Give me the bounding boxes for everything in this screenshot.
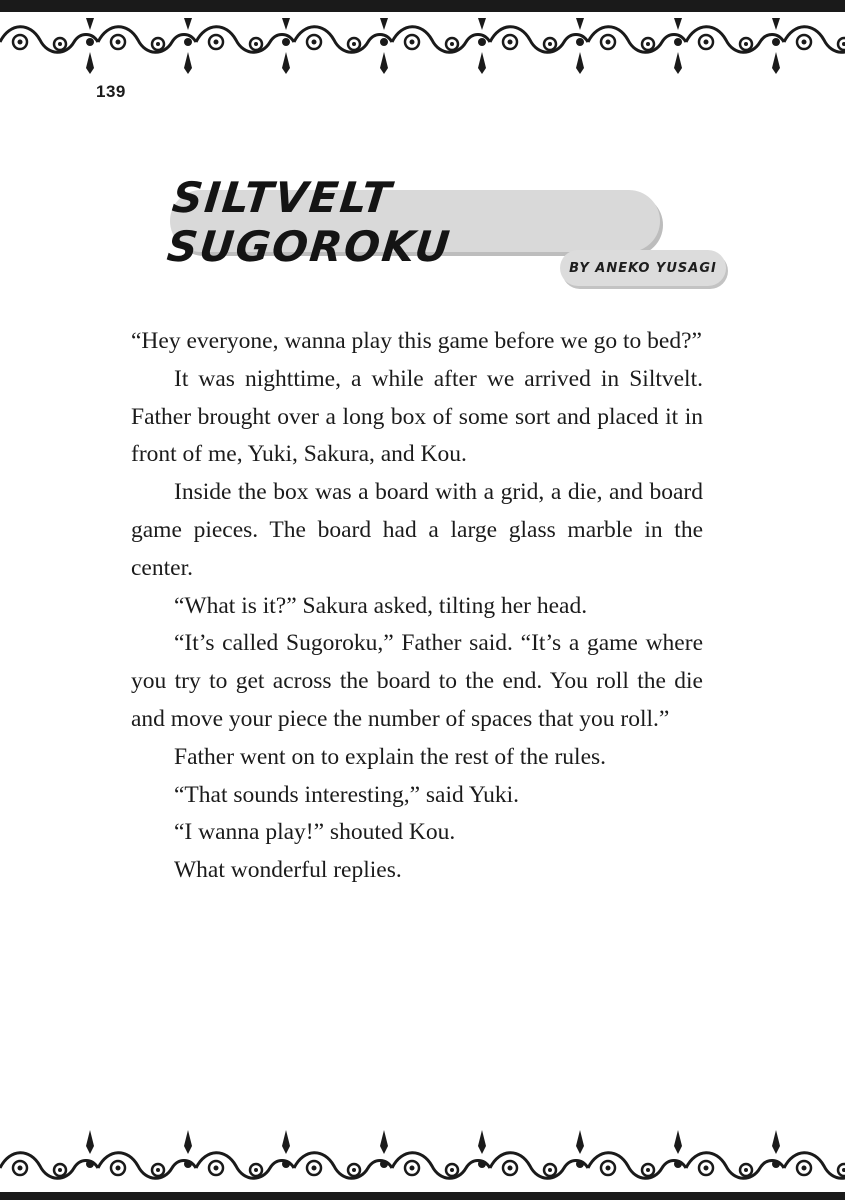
chapter-title: SILTVELT SUGOROKU xyxy=(164,173,454,271)
paragraph: “What is it?” Sakura asked, tilting her head. xyxy=(174,592,588,619)
bottom-ornamental-border-icon xyxy=(0,1128,845,1192)
paragraph: What wonderful replies. xyxy=(174,857,402,884)
top-ornamental-border-icon xyxy=(0,12,845,76)
author-byline: BY ANEKO YUSAGI xyxy=(569,260,717,276)
paragraph: Father went on to explain the rest of the rules. xyxy=(174,743,607,770)
story-text xyxy=(131,323,703,890)
top-edge-bar xyxy=(0,0,845,12)
paragraph: “It’s called Sugoroku,” Father said. “It’s a game where you try to get across the board to the end. You roll the die and move your piece the number of spaces that you roll.” xyxy=(131,630,703,732)
paragraph: “Hey everyone, wanna play this game before we go to bed?” xyxy=(131,328,702,354)
paragraph: “I wanna play!” shouted Kou. xyxy=(174,819,456,846)
paragraph: Inside the box was a board with a grid, a die, and board game pieces. The board had a large glass marble in the center. xyxy=(131,479,703,581)
bottom-edge-bar xyxy=(0,1192,845,1200)
page-number: 139 xyxy=(96,82,126,101)
paragraph: “That sounds interesting,” said Yuki. xyxy=(174,781,520,808)
paragraph: It was nighttime, a while after we arrived in Siltvelt. Father brought over a long box of some sort and placed it in front of me, Yuki, Sakura, and Kou. xyxy=(131,365,703,468)
